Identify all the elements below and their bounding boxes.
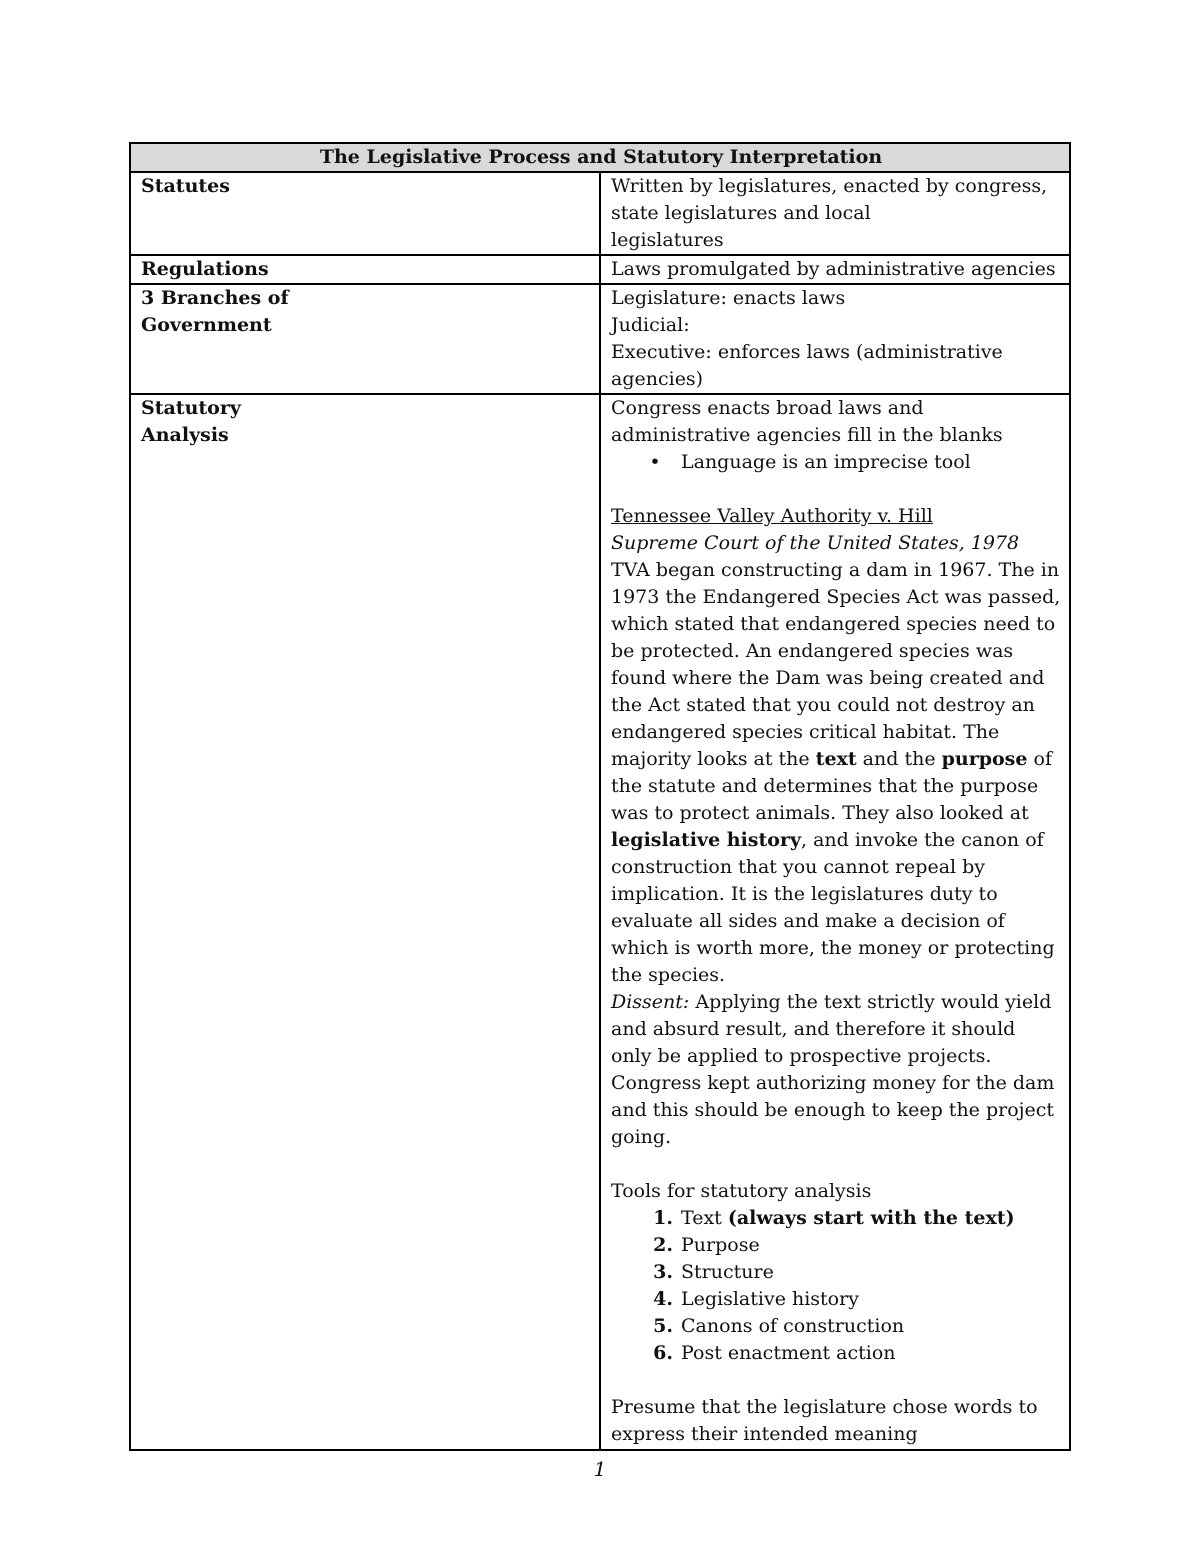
tool-item-2 <box>611 1232 1061 1259</box>
analysis-label-line-2: Analysis <box>141 424 229 446</box>
spacer <box>611 476 1061 503</box>
tool-item-4 <box>611 1286 1061 1313</box>
tool-number: 5. <box>653 1315 673 1337</box>
row-label-text: Regulations <box>141 258 269 280</box>
row-content-analysis <box>600 394 1070 1450</box>
table-row-statutes <box>130 172 1070 255</box>
case-summary-bold-text: text <box>815 748 857 770</box>
table-row-branches <box>130 284 1070 394</box>
row-content-statutes <box>600 172 1070 255</box>
tool-item-6 <box>611 1340 1061 1367</box>
case-summary-bold-history: legislative history <box>611 829 801 851</box>
tool-text: Purpose <box>681 1234 760 1256</box>
tool-text: Legislative history <box>681 1288 859 1310</box>
dissent-label: Dissent: <box>611 991 690 1013</box>
table-title-row <box>130 143 1070 172</box>
row-label-text: Statutes <box>141 175 230 197</box>
table-row-regulations <box>130 255 1070 284</box>
analysis-label-line-1: Statutory <box>141 397 241 419</box>
tool-number: 1. <box>653 1207 673 1229</box>
case-summary <box>611 557 1061 989</box>
branch-legislature: Legislature: enacts laws <box>611 287 846 309</box>
tool-text: Canons of construction <box>681 1315 905 1337</box>
statutes-text-line-2: legislatures <box>611 229 724 251</box>
dissent-paragraph <box>611 989 1061 1151</box>
bullet-item <box>611 449 1061 476</box>
tool-number: 3. <box>653 1261 673 1283</box>
presumption-text: Presume that the legislature chose words to express their intended meaning <box>611 1396 1038 1445</box>
case-summary-part-2: and the <box>856 748 942 770</box>
tool-text: Post enactment action <box>681 1342 896 1364</box>
tools-heading: Tools for statutory analysis <box>611 1180 872 1202</box>
table-title: The Legislative Process and Statutory Interpretation <box>130 143 1070 172</box>
row-content-branches <box>600 284 1070 394</box>
table-row-analysis <box>130 394 1070 1450</box>
page-number: 1 <box>593 1457 607 1481</box>
tool-item-3 <box>611 1259 1061 1286</box>
tool-bold-suffix: (always start with the text) <box>727 1207 1015 1229</box>
case-name: Tennessee Valley Authority v. Hill <box>611 505 933 527</box>
bullet-icon: • <box>649 451 661 473</box>
tool-text: Structure <box>681 1261 774 1283</box>
statutes-text-line-1: Written by legislatures, enacted by congress, state legislatures and local <box>611 175 1048 224</box>
tool-number: 2. <box>653 1234 673 1256</box>
row-label-regulations <box>130 255 600 284</box>
case-court: Supreme Court of the United States, 1978 <box>611 532 1020 554</box>
branches-label-line-1: 3 Branches of <box>141 287 289 309</box>
tool-number: 6. <box>653 1342 673 1364</box>
row-content-regulations <box>600 255 1070 284</box>
analysis-intro: Congress enacts broad laws and administrative agencies fill in the blanks <box>611 397 1003 446</box>
tool-item-5 <box>611 1313 1061 1340</box>
branches-label-line-2: Government <box>141 314 272 336</box>
row-label-statutes <box>130 172 600 255</box>
branch-executive: Executive: enforces laws (administrative agencies) <box>611 341 1003 390</box>
tool-text: Text <box>681 1207 728 1229</box>
notes-table <box>129 142 1071 1451</box>
dissent-text: Applying the text strictly would yield and absurd result, and therefore it should only be applied to prospective projects. Congress kept authorizing money for the dam and this should be enough to keep the project going. <box>611 991 1055 1148</box>
case-summary-part-1: TVA began constructing a dam in 1967. The in 1973 the Endangered Species Act was passed, which stated that endangered species need to be protected. An endangered species was found where the Dam was being created and the Act stated that you could not destroy an endangered species critical habitat. The majority looks at the <box>611 559 1061 770</box>
spacer <box>611 1151 1061 1178</box>
bullet-text: Language is an imprecise tool <box>681 451 971 473</box>
row-label-analysis <box>130 394 600 1450</box>
case-summary-bold-purpose: purpose <box>941 748 1028 770</box>
branch-judicial: Judicial: <box>611 314 690 336</box>
case-summary-part-4: , and invoke the canon of construction that you cannot repeal by implication. It is the legislatures duty to evaluate all sides and make a decision of which is worth more, the money or protecting the species. <box>611 829 1055 986</box>
row-label-branches <box>130 284 600 394</box>
tool-number: 4. <box>653 1288 673 1310</box>
case-summary-part-3: of the statute and determines that the purpose was to protect animals. They also looked at <box>611 748 1052 824</box>
spacer <box>611 1367 1061 1394</box>
tool-item-1 <box>611 1205 1061 1232</box>
regulations-text: Laws promulgated by administrative agencies <box>611 258 1056 280</box>
